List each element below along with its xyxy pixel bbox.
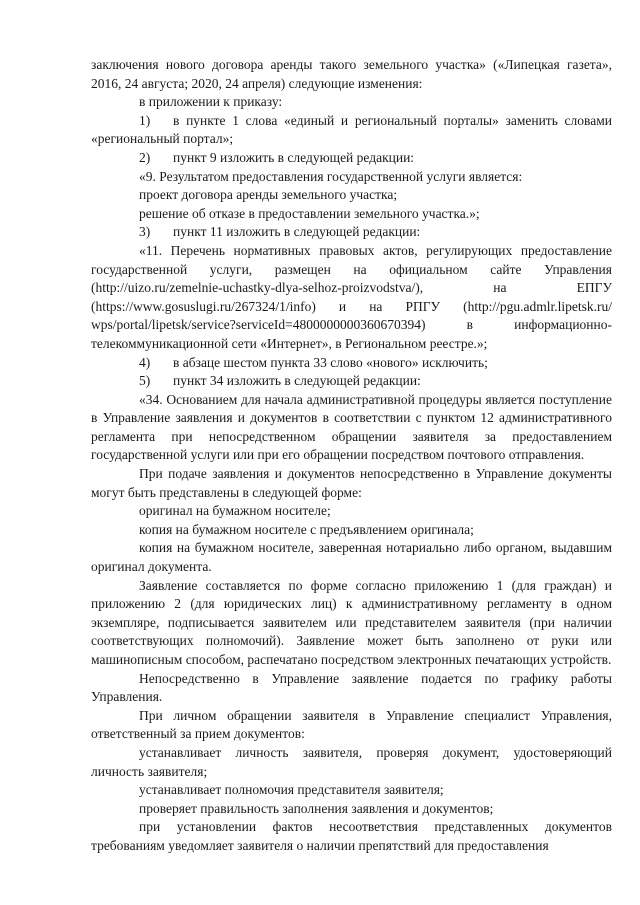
list-item-number: 2) [139, 149, 151, 165]
list-item [91, 223, 612, 242]
paragraph: Непосредственно в Управление заявление подается по графику работы Управления. [91, 670, 612, 705]
paragraph: при установлении фактов несоответствия представленных документов требованиям уведомляет заявителя о наличии препятствий для предоставления [91, 819, 612, 853]
paragraph: При личном обращении заявителя в Управление специалист Управления, ответственный за прием документов: [91, 707, 612, 742]
paragraph: устанавливает полномочия представителя заявителя; [139, 782, 444, 798]
list-item-text: в пункте 1 слова «единый и региональный порталы» заменить словами «региональный портал»; [91, 112, 612, 147]
list-item [91, 354, 612, 373]
list-item [91, 112, 612, 149]
list-item-text: в абзаце шестом пункта 33 слово «нового» исключить; [173, 354, 488, 370]
list-item-number: 4) [139, 354, 151, 370]
list-item-text: пункт 11 изложить в следующей редакции: [173, 224, 421, 240]
paragraph: копия на бумажном носителе с предъявлением оригинала; [139, 521, 474, 537]
paragraph: При подаче заявления и документов непосредственно в Управление документы могут быть представлены в следующей форме: [91, 466, 612, 500]
paragraph: Заявление составляется по форме согласно приложению 1 (для граждан) и приложению 2 (для юридических лиц) к административному регламенту в одном экземпляре, подписывается заявителем или представителем заявителя (при наличии соответствующих полномочий). Заявление может быть заполнено от руки или машинописным способом, распечатано посредством электронных печатающих устройств. [91, 577, 612, 667]
paragraph: в приложении к приказу: [139, 94, 283, 110]
paragraph: оригинал на бумажном носителе; [139, 503, 331, 519]
document-body [91, 56, 612, 856]
paragraph: устанавливает личность заявителя, проверяя документ, удостоверяющий личность заявителя; [91, 744, 612, 779]
paragraph: проект договора аренды земельного участка; [139, 187, 398, 203]
list-item-number: 3) [139, 224, 151, 240]
list-item-number: 5) [139, 373, 151, 389]
list-item [91, 149, 612, 168]
list-item [91, 372, 612, 391]
list-item-text: пункт 34 изложить в следующей редакции: [173, 373, 421, 389]
list-item-text: пункт 9 изложить в следующей редакции: [173, 149, 415, 165]
paragraph: «34. Основанием для начала административной процедуры является поступление в Управление заявления и документов в соответствии с пунктом 12 административного регламента при непосредственном обращении заявителя за предоставлением государственной услуги или при его обращении посредством почтового отправления. [91, 391, 612, 463]
paragraph: копия на бумажном носителе, заверенная нотариально либо органом, выдавшим оригинал документа. [91, 540, 612, 575]
paragraph: «9. Результатом предоставления государственной услуги является: [139, 168, 523, 184]
list-item-number: 1) [139, 112, 151, 128]
paragraph: заключения нового договора аренды такого земельного участка» («Липецкая газета», 2016, 24 августа; 2020, 24 апреля) следующие изменения: [91, 57, 612, 91]
paragraph: проверяет правильность заполнения заявления и документов; [139, 800, 494, 816]
paragraph: решение об отказе в предоставлении земельного участка.»; [139, 205, 480, 221]
paragraph: «11. Перечень нормативных правовых актов, регулирующих предоставление государственной услуги, размещен на официальном сайте Управления (http://uizo.ru/zemelnie-uchastky-dlya-selhoz-proizvodstva/), на ЕПГУ (https://www.gosuslugi.ru/267324/1/info) и на РПГУ (http://pgu.admlr.lipetsk.ru/ wps/portal/lipetsk/service?serviceId=4800000000360670394) в информационно-телекоммуникационной сети «Интернет», в Региональном реестре.»; [91, 242, 612, 351]
